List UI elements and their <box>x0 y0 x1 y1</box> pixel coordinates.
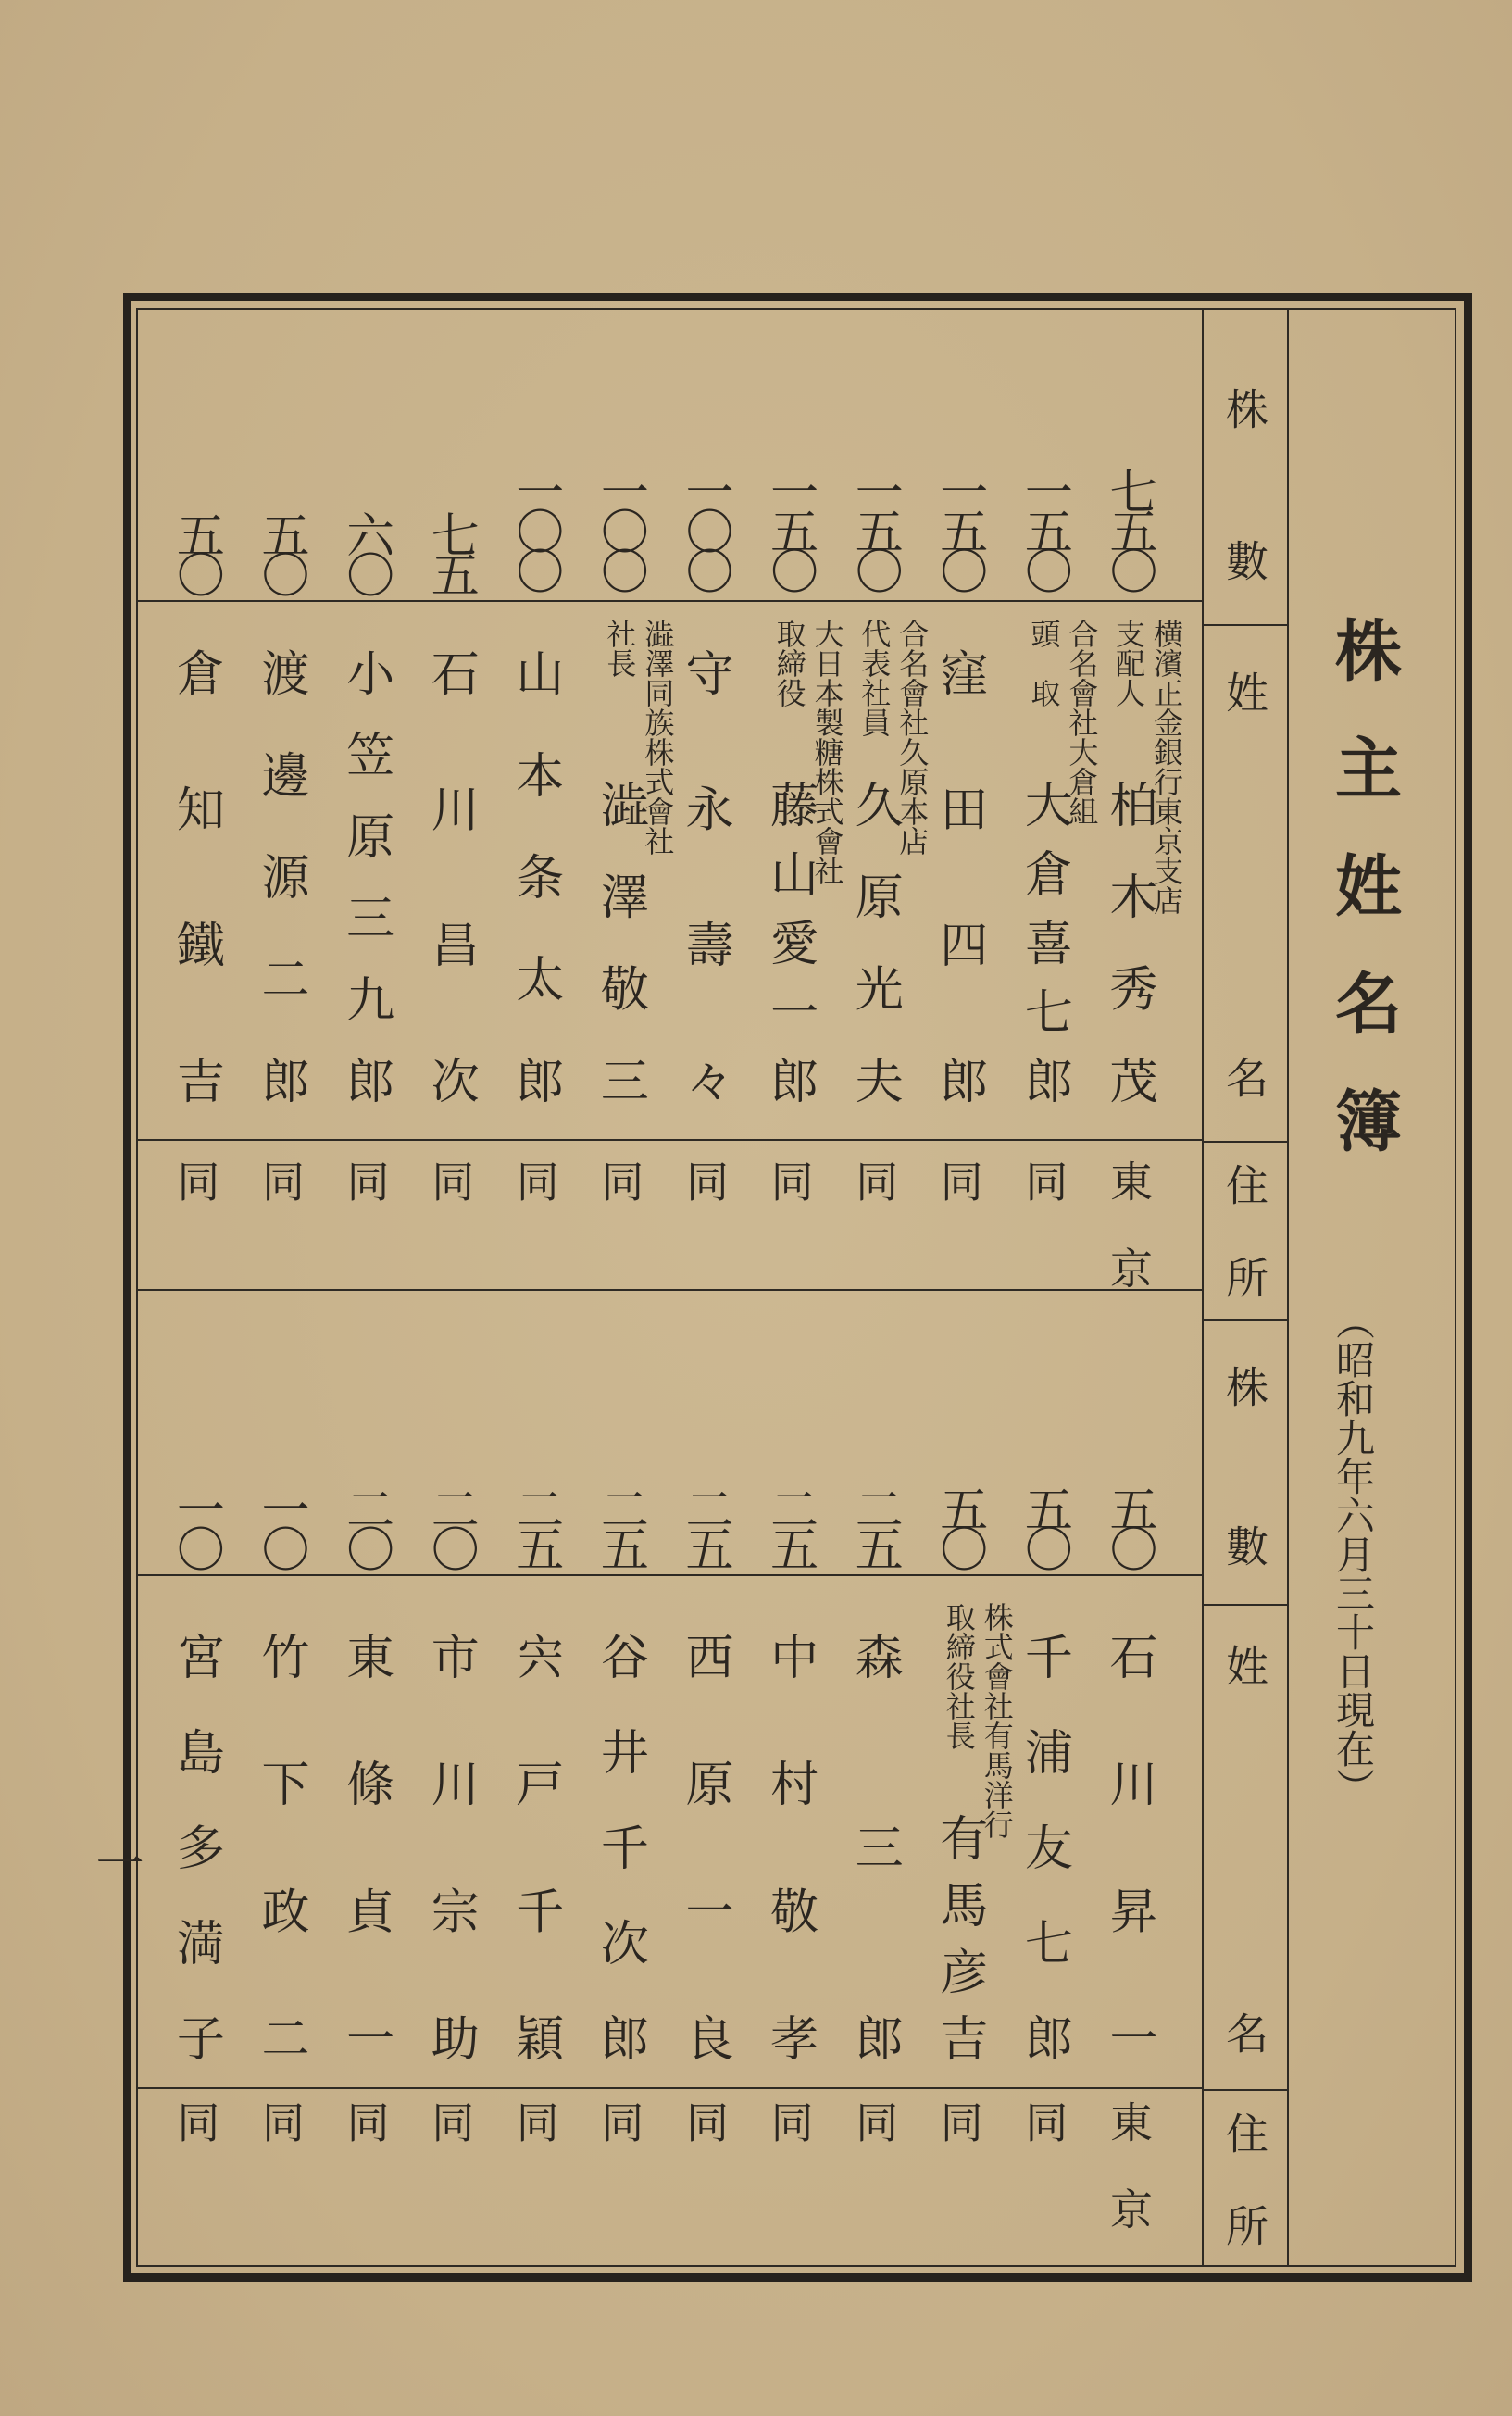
share-count: 二五 <box>592 1484 648 1564</box>
rule-top-names <box>136 1139 1202 1141</box>
header-shares-bottom: 株數 <box>1219 1365 1269 1567</box>
shareholder-name: 倉知鐵吉 <box>168 648 224 1104</box>
header-surname-bottom: 姓 <box>1219 1644 1269 1686</box>
company-name: 合名會社久原本店 <box>894 619 931 856</box>
shareholder-name: 森三郎 <box>846 1632 903 2061</box>
shareholder-name: 柏木秀茂 <box>1101 780 1156 1104</box>
share-count: 一五〇 <box>761 467 818 586</box>
address: 同 <box>849 2100 900 2143</box>
address: 同 <box>764 2100 815 2143</box>
shareholder-name: 守永壽々 <box>677 648 732 1104</box>
shareholder-name: 宍戸千穎 <box>506 1632 563 2061</box>
shareholder-name: 谷井千次郎 <box>592 1632 648 2061</box>
address: 同 <box>594 1159 645 1202</box>
header-address-bottom: 住所 <box>1219 2111 1269 2247</box>
share-count: 一〇 <box>168 1484 224 1564</box>
share-count: 五〇 <box>931 1484 987 1564</box>
page-subtitle-date: （昭和九年六月三十日現在） <box>1331 1301 1376 1807</box>
shareholder-name: 竹下政二 <box>253 1632 308 2061</box>
rule-bottom-names <box>136 2087 1202 2089</box>
header-rule <box>1202 624 1287 626</box>
header-rule <box>1202 1319 1287 1321</box>
company-role: 頭 取 <box>1026 619 1062 707</box>
rule-top-shares <box>136 600 1202 602</box>
share-count: 一〇 <box>253 1484 308 1564</box>
share-count: 五〇 <box>253 510 308 590</box>
share-count: 二五 <box>506 1484 563 1564</box>
rule-section-divider <box>136 1289 1202 1291</box>
shareholder-name: 大倉喜七郎 <box>1016 780 1072 1104</box>
page-title: 株主姓名簿 <box>1324 616 1403 1153</box>
share-count: 二五 <box>677 1484 732 1564</box>
company-name: 横濱正金銀行東京支店 <box>1149 619 1184 915</box>
share-count: 七五 <box>422 510 479 590</box>
header-given-bottom: 名 <box>1219 2011 1269 2054</box>
company-name: 株式會社有馬洋行 <box>979 1602 1015 1839</box>
header-address-top: 住所 <box>1219 1163 1269 1298</box>
share-count: 一〇〇 <box>506 467 563 586</box>
company-role: 取締役社長 <box>941 1602 977 1750</box>
address: 同 <box>849 1159 900 1202</box>
share-count: 七五〇 <box>1101 467 1156 586</box>
company-role: 取締役 <box>771 619 807 707</box>
shareholder-name: 石川昇一 <box>1101 1632 1156 2061</box>
header-rule <box>1202 1604 1287 1606</box>
header-rule <box>1202 2089 1287 2091</box>
company-name: 合名會社大倉組 <box>1064 619 1100 826</box>
shareholder-name: 有馬彦吉 <box>931 1813 987 2061</box>
address: 同 <box>340 2100 391 2143</box>
share-count: 五〇 <box>168 510 224 590</box>
shareholder-name: 宮島多満子 <box>168 1632 224 2061</box>
address: 同 <box>256 1159 306 1202</box>
share-count: 一五〇 <box>931 467 987 586</box>
address: 東京 <box>1104 1159 1154 1289</box>
shareholder-name: 小笠原三九郎 <box>337 648 394 1104</box>
address: 同 <box>933 1159 984 1202</box>
shareholder-name: 中村敬孝 <box>761 1632 818 2061</box>
address: 同 <box>764 1159 815 1202</box>
shareholder-name: 山本条太郎 <box>506 648 563 1104</box>
title-column-divider <box>1287 308 1289 2267</box>
header-surname-top: 姓 <box>1219 670 1269 713</box>
shareholder-name: 窪田四郎 <box>931 648 987 1104</box>
shareholder-name: 東條貞一 <box>337 1632 394 2061</box>
company-role: 代表社員 <box>856 619 893 737</box>
share-count: 一五〇 <box>846 467 903 586</box>
shareholder-name: 久原光夫 <box>846 780 903 1104</box>
share-count: 六〇 <box>337 510 394 590</box>
company-role: 社長 <box>602 619 638 678</box>
share-count: 二〇 <box>337 1484 394 1564</box>
shareholder-name: 石川昌次 <box>422 648 479 1104</box>
shareholder-name: 藤山愛一郎 <box>761 780 818 1104</box>
header-rule <box>1202 1141 1287 1143</box>
share-count: 一〇〇 <box>592 467 648 586</box>
address: 同 <box>509 2100 560 2143</box>
address: 同 <box>256 2100 306 2143</box>
shareholder-name: 千浦友七郎 <box>1016 1632 1072 2061</box>
share-count: 五〇 <box>1101 1484 1156 1564</box>
share-count: 二〇 <box>422 1484 479 1564</box>
address: 東京 <box>1104 2100 1154 2230</box>
address: 同 <box>509 1159 560 1202</box>
address: 同 <box>425 2100 476 2143</box>
share-count: 一五〇 <box>1016 467 1072 586</box>
address: 同 <box>1018 1159 1069 1202</box>
address: 同 <box>170 2100 221 2143</box>
shareholder-name: 市川宗助 <box>422 1632 479 2061</box>
address: 同 <box>425 1159 476 1202</box>
address: 同 <box>340 1159 391 1202</box>
header-shares-top: 株數 <box>1219 387 1269 582</box>
share-count: 二五 <box>761 1484 818 1564</box>
page-number: 一 <box>87 1838 143 1886</box>
shareholder-name: 西原一良 <box>677 1632 732 2061</box>
share-count: 一〇〇 <box>677 467 732 586</box>
header-column-divider <box>1202 308 1204 2267</box>
address: 同 <box>933 2100 984 2143</box>
company-role: 支配人 <box>1111 619 1146 707</box>
shareholder-name: 渡邊源二郎 <box>253 648 308 1104</box>
shareholder-name: 澁澤敬三 <box>592 780 648 1104</box>
header-given-top: 名 <box>1219 1056 1269 1098</box>
address: 同 <box>680 1159 730 1202</box>
address: 同 <box>594 2100 645 2143</box>
address: 同 <box>680 2100 730 2143</box>
rule-bottom-shares <box>136 1574 1202 1576</box>
share-count: 五〇 <box>1016 1484 1072 1564</box>
address: 同 <box>1018 2100 1069 2143</box>
share-count: 二五 <box>846 1484 903 1564</box>
company-name: 澁澤同族株式會社 <box>640 619 676 856</box>
company-name: 大日本製糖株式會社 <box>809 619 845 885</box>
address: 同 <box>170 1159 221 1202</box>
